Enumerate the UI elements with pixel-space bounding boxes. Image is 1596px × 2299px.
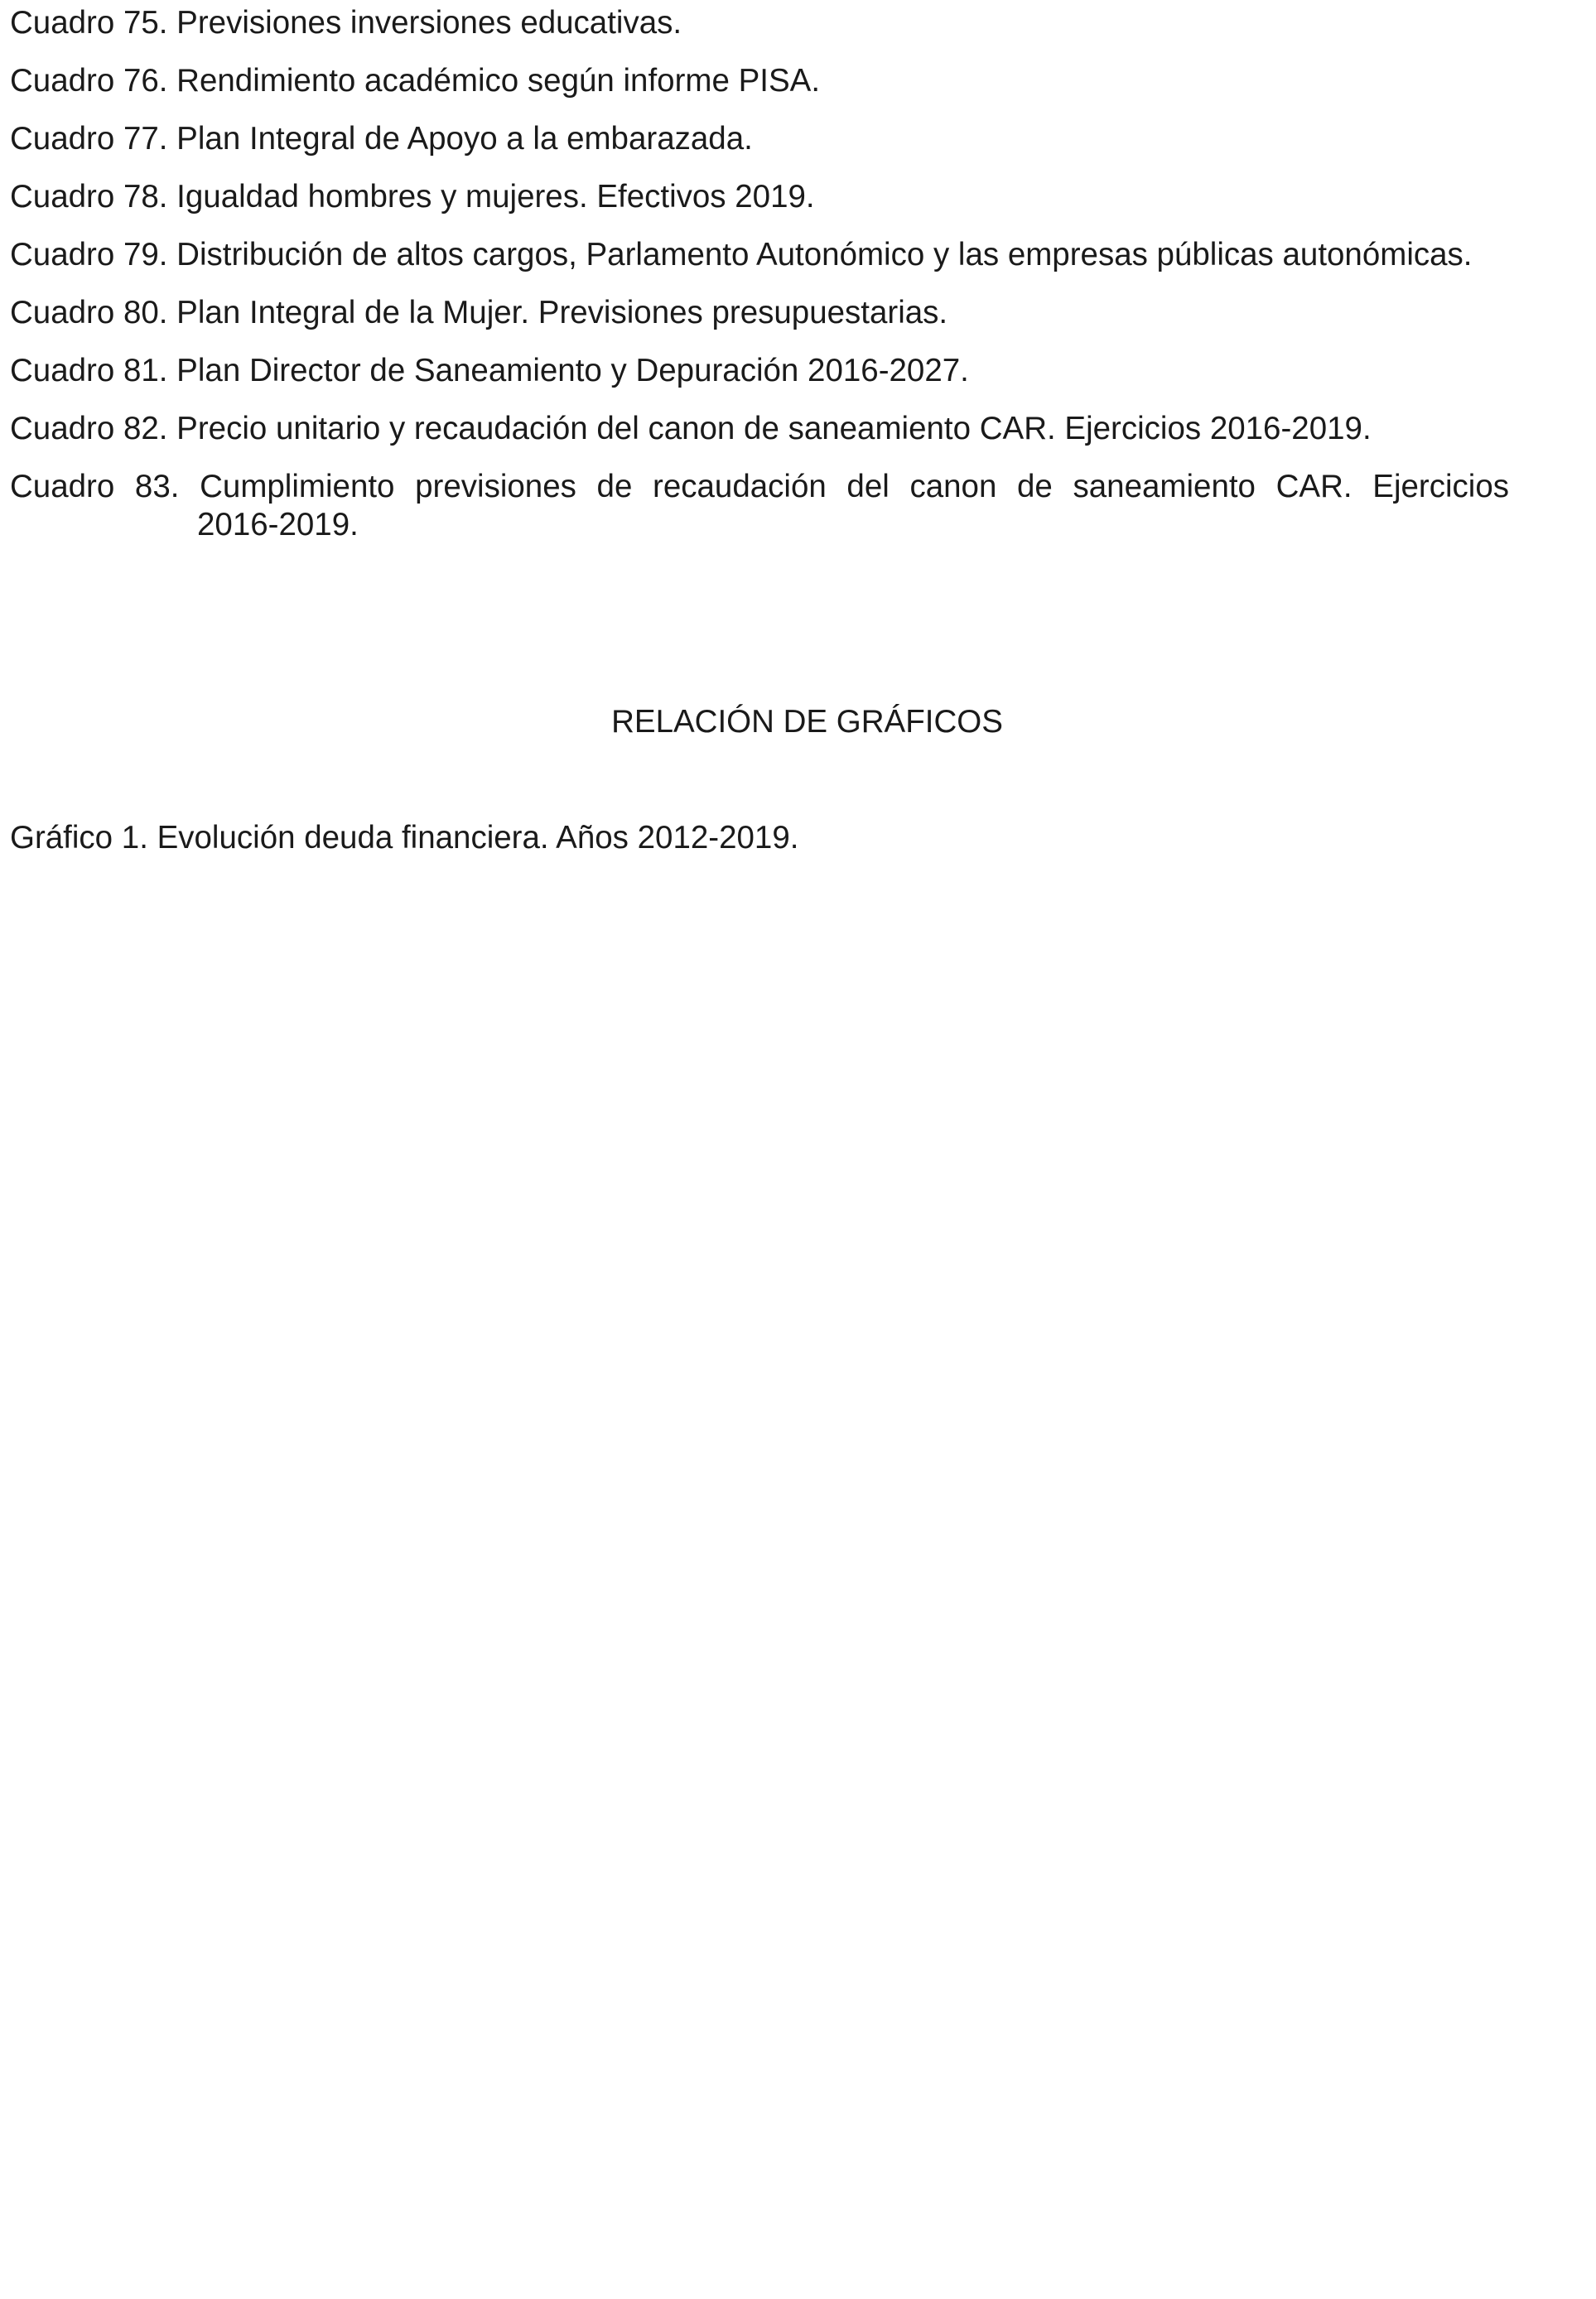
cuadro-79-entry: Cuadro 79. Distribución de altos cargos, Parlamento Autonómico y las empresas públicas autonómicas. [10,237,1473,272]
cuadro-82-entry: Cuadro 82. Precio unitario y recaudación del canon de saneamiento CAR. Ejercicios 2016-2019. [10,411,1372,446]
cuadro-83-entry [10,468,1509,544]
cuadro-83-line2: 2016-2019. [197,507,359,542]
grafico-1-entry: Gráfico 1. Evolución deuda financiera. Años 2012-2019. [10,820,799,855]
cuadro-78-entry: Cuadro 78. Igualdad hombres y mujeres. Efectivos 2019. [10,179,815,214]
cuadro-77-entry: Cuadro 77. Plan Integral de Apoyo a la embarazada. [10,121,753,157]
cuadro-75-entry: Cuadro 75. Previsiones inversiones educativas. [10,5,682,41]
cuadro-81-entry: Cuadro 81. Plan Director de Saneamiento y Depuración 2016-2027. [10,353,969,388]
cuadro-83-line1: Cuadro 83. Cumplimiento previsiones de recaudación del canon de saneamiento CAR. Ejercicios [10,469,1509,504]
graficos-section-heading: RELACIÓN DE GRÁFICOS [611,704,1003,740]
cuadro-80-entry: Cuadro 80. Plan Integral de la Mujer. Previsiones presupuestarias. [10,295,948,330]
cuadro-76-entry: Cuadro 76. Rendimiento académico según informe PISA. [10,63,821,99]
